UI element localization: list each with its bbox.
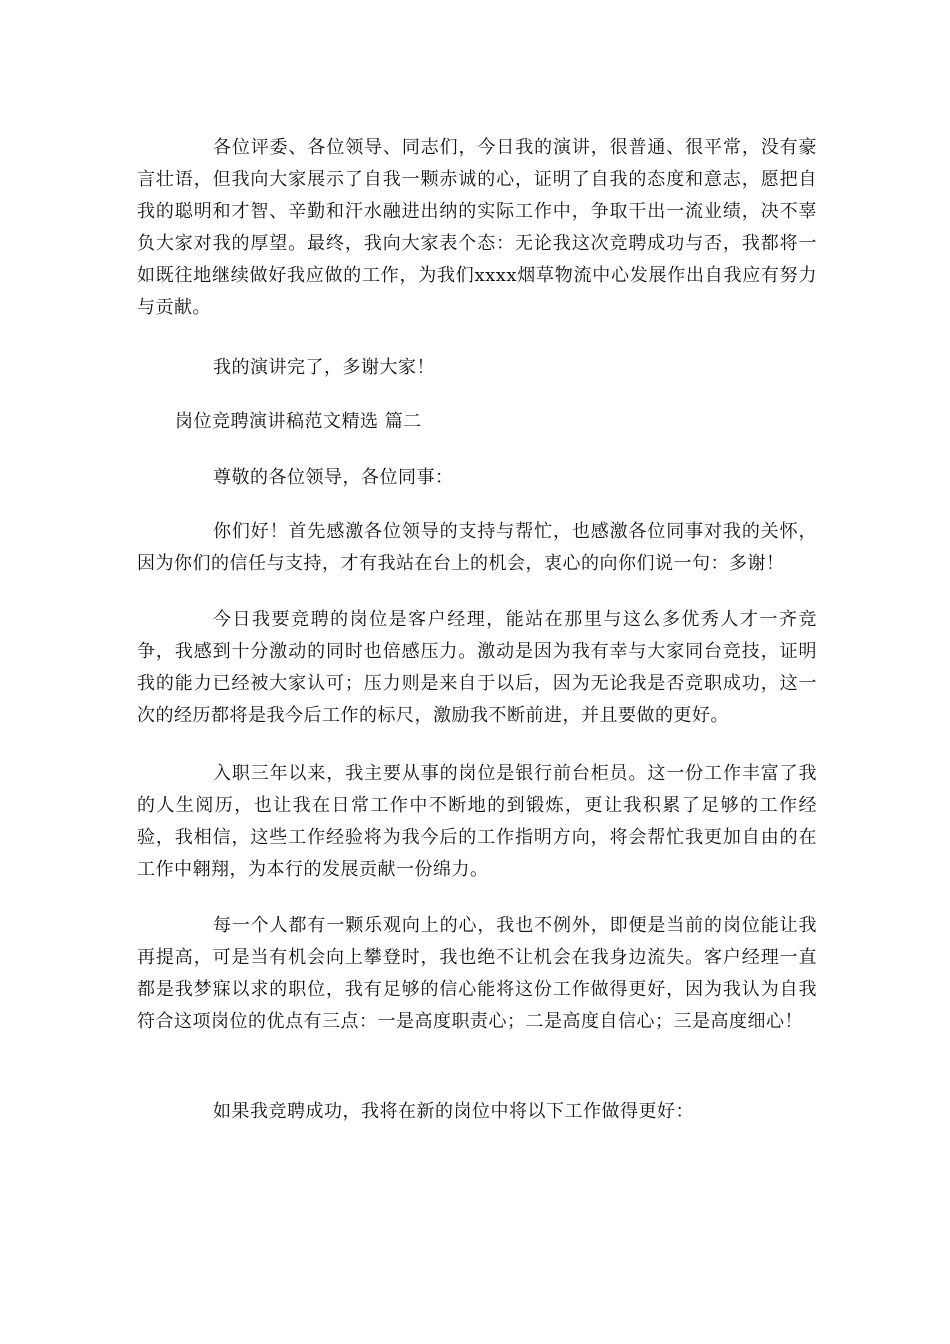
- salutation: 尊敬的各位领导，各位同事：: [213, 467, 454, 488]
- plan-intro: 如果我竞聘成功，我将在新的岗位中将以下工作做得更好：: [213, 1101, 694, 1122]
- experience-paragraph: 入职三年以来，我主要从事的岗位是银行前台柜员。这一份工作丰富了我的人生阅历，也让我在日常工作中不断地的到锻炼，更让我积累了足够的工作经验，我相信，这些工作经验将为我今后的工作指明方向，将会帮忙我更加自由的在工作中翱翔，为本行的发展贡献一份绵力。: [137, 763, 817, 880]
- position-paragraph: 今日我要竞聘的岗位是客户经理，能站在那里与这么多优秀人才一齐竞争，我感到十分激动的同时也倍感压力。激动是因为我有幸与大家同台竞技，证明我的能力已经被大家认可；压力则是来自于以后，因为无论我是否竞职成功，这一次的经历都将是我今后工作的标尺，激励我不断前进，并且要做的更好。: [137, 609, 817, 726]
- motivation-paragraph: 每一个人都有一颗乐观向上的心，我也不例外，即便是当前的岗位能让我再提高，可是当有机会向上攀登时，我也绝不让机会在我身边流失。客户经理一直都是我梦寐以求的职位，我有足够的信心能将这份工作做得更好，因为我认为自我符合这项岗位的优点有三点：一是高度职责心；二是高度自信心；三是高度细心！: [137, 915, 817, 1032]
- thanks-line: 我的演讲完了，多谢大家！: [213, 357, 435, 378]
- section-heading: 岗位竞聘演讲稿范文精选 篇二: [175, 411, 422, 432]
- greeting-paragraph: 你们好！首先感激各位领导的支持与帮忙，也感激各位同事对我的关怀，因为你们的信任与支持，才有我站在台上的机会，衷心的向你们说一句：多谢！: [137, 521, 817, 574]
- closing-paragraph: 各位评委、各位领导、同志们，今日我的演讲，很普通、很平常，没有豪言壮语，但我向大家展示了自我一颗赤诚的心，证明了自我的态度和意志，愿把自我的聪明和才智、辛勤和汗水融进出纳的实际工作中，争取干出一流业绩，决不辜负大家对我的厚望。最终，我向大家表个态：无论我这次竞聘成功与否，我都将一如既往地继续做好我应做的工作，为我们xxxx烟草物流中心发展作出自我应有努力与贡献。: [137, 137, 817, 318]
